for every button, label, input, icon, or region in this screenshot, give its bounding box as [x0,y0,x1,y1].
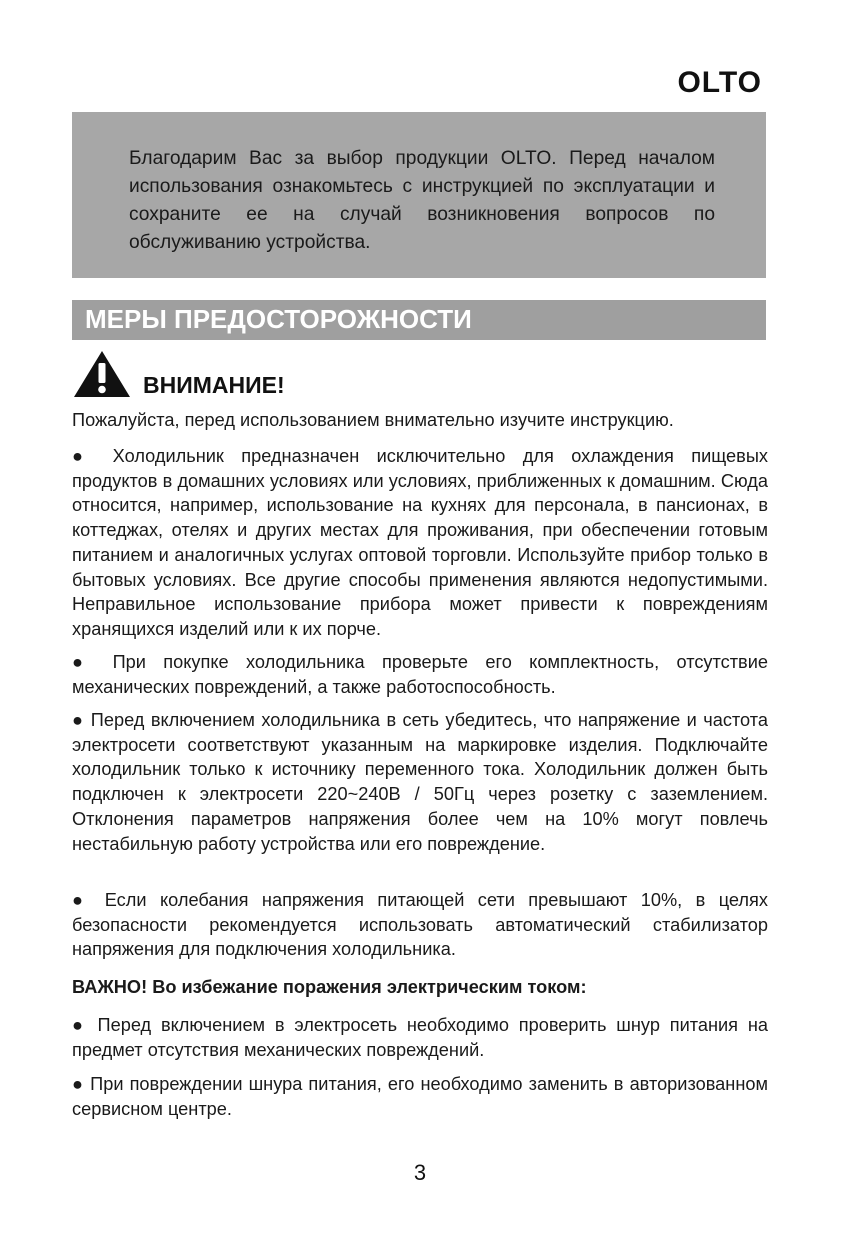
important-heading: ВАЖНО! Во избежание поражения электрическим током: [72,977,587,997]
intro-text: Благодарим Вас за выбор продукции OLTO. Перед началом использования ознакомьтесь с инструкцией по эксплуатации и сохраните ее на случай возникновения вопросов по обслуживанию устройства. [129,148,715,253]
warning-triangle-icon [72,349,132,404]
list-item: ● Перед включением в электросеть необходимо проверить шнур питания на предмет отсутствия механических повреждений. [72,1015,768,1060]
warning-title: ВНИМАНИЕ! [143,372,285,398]
page-number: 3 [413,1160,427,1185]
section-title: МЕРЫ ПРЕДОСТОРОЖНОСТИ [85,304,472,334]
brand-logo: OLTO [677,66,762,99]
section-header [72,300,766,340]
warning-intro: Пожалуйста, перед использованием внимательно изучите инструкцию. [72,410,674,430]
list-item: ● Холодильник предназначен исключительно для охлаждения пищевых продуктов в домашних условиях или условиях, приближенных к домашним. Сюда относится, например, использование на кухнях для персонала, в пансионах, в коттеджах, отелях и других местах для проживания, при обеспечении готовым питанием и аналогичных услугах оптовой торговли. Используйте прибор только в бытовых условиях. Все другие способы применения являются недопустимыми. Неправильное использование прибора может привести к повреждениям хранящихся изделий или к их порче. [72,446,768,639]
list-item: ● Если колебания напряжения питающей сети превышают 10%, в целях безопасности рекомендуется использовать автоматический стабилизатор напряжения для подключения холодильника. [72,890,768,960]
list-item: ● Перед включением холодильника в сеть убедитесь, что напряжение и частота электросети соответствуют указанным на маркировке изделия. Подключайте холодильник только к источнику переменного тока. Холодильник должен быть подключен к электросети 220~240В / 50Гц через розетку с заземлением. Отклонения параметров напряжения более чем на 10% могут повлечь нестабильную работу устройства или его повреждение. [72,710,768,854]
list-item: ● При повреждении шнура питания, его необходимо заменить в авторизованном сервисном центре. [72,1074,768,1119]
list-item: ● При покупке холодильника проверьте его комплектность, отсутствие механических повреждений, а также работоспособность. [72,652,768,697]
